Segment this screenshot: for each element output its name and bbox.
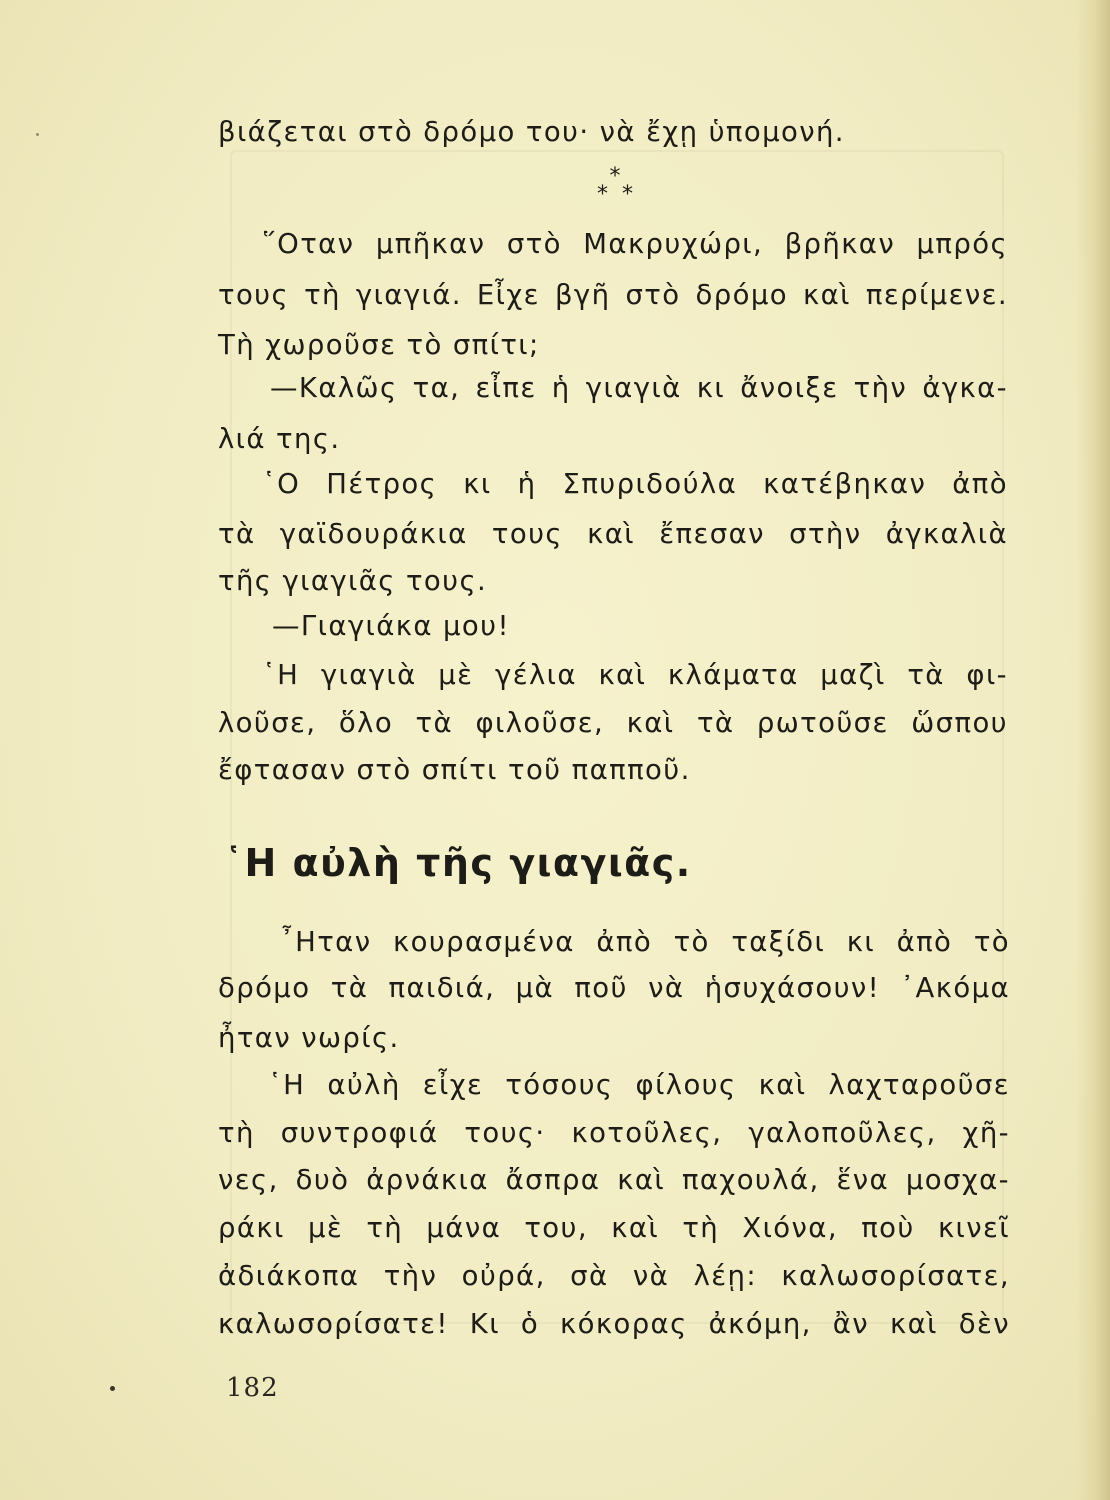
text-line: —Καλῶς τα, εἶπε ἡ γιαγιὰ κι ἄνοιξε τὴν ἀγκα- [270, 372, 1008, 404]
print-speck [36, 133, 39, 136]
text-line: ἀδιάκοπα τὴν οὐρά, σὰ νὰ λέῃ: καλωσορίσατε, [218, 1260, 1010, 1292]
text-line: καλωσορίσατε! Κι ὁ κόκορας ἀκόμη, ἂν καὶ δὲν [218, 1308, 1010, 1340]
text-line: ἦταν νωρίς. [218, 1022, 400, 1054]
text-line: ῾Η αὐλὴ εἶχε τόσους φίλους καὶ λαχταροῦσε [268, 1069, 1010, 1101]
text-line: τὴ συντροφιά τους· κοτοῦλες, γαλοποῦλες, χῆ- [218, 1117, 1010, 1149]
separator-star: * [609, 164, 621, 189]
text-line: τὰ γαϊδουράκια τους καὶ ἔπεσαν στὴν ἀγκαλιὰ [218, 518, 1008, 550]
text-line: ῞Οταν μπῆκαν στὸ Μακρυχώρι, βρῆκαν μπρός [262, 228, 1008, 260]
text-line: ῾Η γιαγιὰ μὲ γέλια καὶ κλάματα μαζὶ τὰ φι- [262, 659, 1008, 691]
separator-stars: * * [597, 182, 633, 207]
text-line: τῆς γιαγιᾶς τους. [218, 565, 488, 597]
text-line: τους τὴ γιαγιά. Εἶχε βγῆ στὸ δρόμο καὶ περίμενε. [218, 279, 1008, 311]
text-line: ράκι μὲ τὴ μάνα του, καὶ τὴ Χιόνα, ποὺ κινεῖ [218, 1212, 1010, 1244]
section-heading: ῾Η αὐλὴ τῆς γιαγιᾶς. [224, 841, 692, 885]
text-line: ἔφτασαν στὸ σπίτι τοῦ παπποῦ. [218, 754, 691, 786]
text-line: λοῦσε, ὅλο τὰ φιλοῦσε, καὶ τὰ ρωτοῦσε ὥσπου [218, 707, 1008, 739]
section-separator [560, 164, 670, 207]
text-line: λιά της. [218, 423, 341, 455]
text-line: —Γιαγιάκα μου! [272, 610, 510, 642]
text-line: νες, δυὸ ἀρνάκια ἄσπρα καὶ παχουλά, ἕνα μοσχα- [218, 1164, 1010, 1196]
text-line: βιάζεται στὸ δρόμο του· νὰ ἔχῃ ὑπομονή. [218, 116, 845, 148]
text-line: δρόμο τὰ παιδιά, μὰ ποῦ νὰ ἡσυχάσουν! ᾿Ακόμα [218, 972, 1010, 1004]
text-line: ῏Ηταν κουρασμένα ἀπὸ τὸ ταξίδι κι ἀπὸ τὸ [280, 926, 1010, 958]
print-speck [110, 1386, 115, 1391]
page-number: 182 [226, 1373, 279, 1403]
page-edge-shadow [1076, 0, 1110, 1500]
text-line: ῾Ο Πέτρος κι ἡ Σπυριδούλα κατέβηκαν ἀπὸ [262, 468, 1008, 500]
text-line: Τὴ χωροῦσε τὸ σπίτι; [218, 329, 540, 361]
